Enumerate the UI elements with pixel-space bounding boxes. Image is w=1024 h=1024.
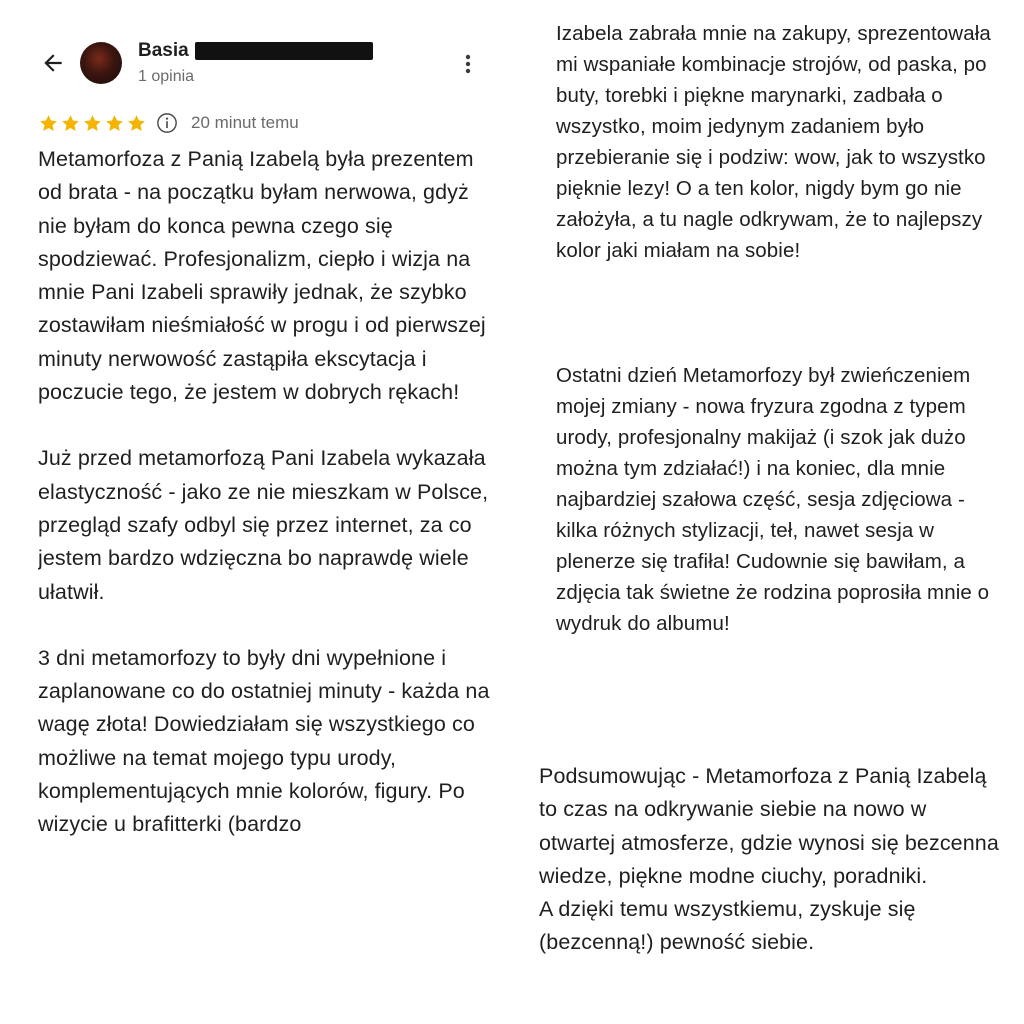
arrow-left-icon [40,50,66,76]
star-icon [104,113,125,134]
review-text-right-1 [556,18,996,266]
rating-row [38,110,299,136]
star-icon [82,113,103,134]
review-paragraph: 3 dni metamorfozy to były dni wypełnione i zaplanowane co do ostatniej minuty - każda na wagę złota! Dowiedziałam się wszystkiego co możliwe na temat mojego typu urody, komplementujących mnie kolorów, figury. Po wizycie u brafitterki (bardzo [38,645,490,837]
review-text-right-2 [556,360,996,639]
star-icon [60,113,81,134]
review-paragraph: Ostatni dzień Metamorfozy był zwieńczeniem mojej zmiany - nowa fryzura zgodna z typem urody, profesjonalny makijaż (i szok jak dużo można tym zdziałać!) i na koniec, dla mnie najbardziej szałowa część, sesja zdjęciowa - kilka różnych stylizacji, teł, nawet sesja w plenerze się trafiła! Cudownie się bawiłam, a zdjęcia tak świetne że rodzina poprosiła mnie o wydruk do albumu! [556,364,990,635]
review-text-right-3 [539,760,999,960]
review-time: 20 minut temu [191,113,299,132]
star-icon [38,113,59,134]
back-button[interactable] [36,46,70,80]
review-paragraph: Już przed metamorfozą Pani Izabela wykazała elastyczność - jako ze nie mieszkam w Polsce, przegląd szafy odbyl się przez internet, za co jestem bardzo wdzięczna bo naprawdę wiele ułatwił. [38,446,489,604]
author-name[interactable]: Basia [138,40,189,61]
more-vertical-icon [465,54,471,74]
review-text-left [38,143,498,978]
review-paragraph: A dzięki temu wszystkiemu, zyskuje się (bezcenną!) pewność siebie. [539,897,916,955]
review-paragraph: Metamorfoza z Panią Izabelą była prezentem od brata - na początku byłam nerwowa, gdyż nie byłam do konca pewna czego się spodziewać. Profesjonalizm, ciepło i wizja na mnie Pani Izabeli sprawiły jednak, że szybko zostawiłam nieśmiałość w progu i od pierwszej minuty nerwowość zastąpiła ekscytacja i poczucie tego, że jestem w dobrych rękach! [38,147,486,405]
star-icon [126,113,147,134]
more-options-button[interactable] [456,50,480,78]
review-paragraph: Podsumowując - Metamorfoza z Panią Izabelą to czas na odkrywanie siebie na nowo w otwartej atmosferze, gdzie wynosi się bezcenna wiedze, piękne modne ciuchy, poradniki. [539,764,999,888]
author-name-row [138,38,373,64]
review-paragraph: Izabela zabrała mnie na zakupy, sprezentowała mi wspaniałe kombinacje strojów, od paska, po buty, torebki i piękne marynarki, zadbała o wszystko, moim jedynym zadaniem było przebieranie się i podziw: wow, jak to wszystko pięknie lezy! O a ten kolor, nigdy bym go nie założyła, a tu nagle odkrywam, że to najlepszy kolor jaki miałam na sobie! [556,22,991,262]
avatar[interactable] [80,42,122,84]
redacted-surname [195,42,373,60]
star-rating [38,113,147,134]
review-count: 1 opinia [138,68,195,85]
info-icon[interactable] [156,112,178,134]
